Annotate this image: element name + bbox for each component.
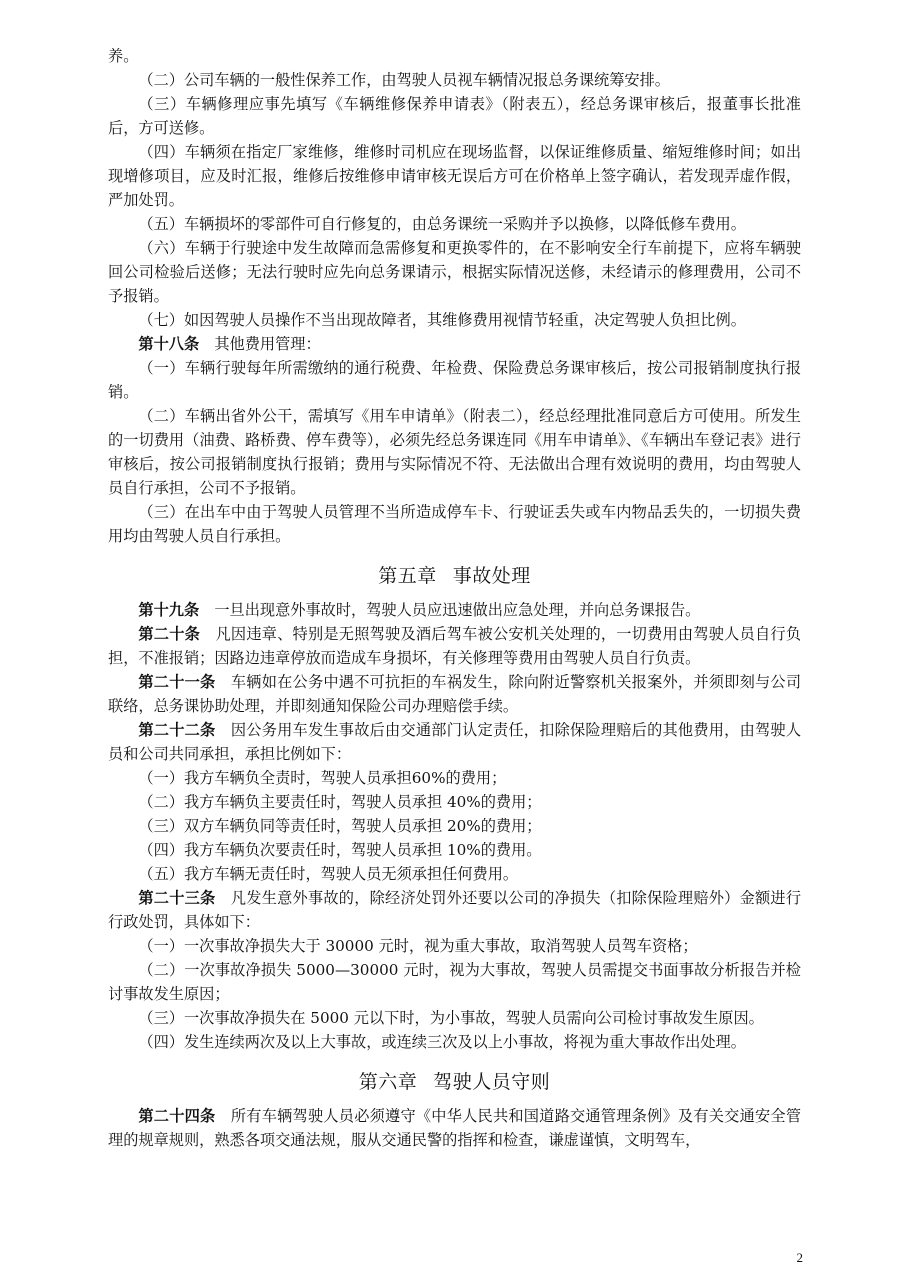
chapter-label: 第五章	[378, 565, 437, 587]
article-label: 第二十条	[138, 625, 201, 643]
article-text: 车辆如在公务中遇不可抗拒的车祸发生，除向附近警察机关报案外，并须即刻与公司联络，总务课协助处理，并即刻通知保险公司办理赔偿手续。	[108, 673, 802, 715]
article-label: 第二十四条	[138, 1107, 216, 1125]
article-text: 其他费用管理：	[214, 335, 321, 353]
article-paragraph	[108, 622, 801, 670]
body-paragraph: （二）车辆出省外公干，需填写《用车申请单》（附表二），经总经理批准同意后方可使用。所发生的一切费用（油费、路桥费、停车费等），必须先经总务课连同《用车申请单》、《车辆出车登记表》进行审核后，按公司报销制度执行报销；费用与实际情况不符、无法做出合理有效说明的费用，均由驾驶人员自行承担，公司不予报销。	[108, 407, 801, 497]
article-text: 凡因违章、特别是无照驾驶及酒后驾车被公安机关处理的，一切费用由驾驶人员自行负担，不准报销；因路边违章停放而造成车身损坏，有关修理等费用由驾驶人员自行负责。	[108, 625, 802, 667]
article-text: 所有车辆驾驶人员必须遵守《中华人民共和国道路交通管理条例》及有关交通安全管理的规章规则，熟悉各项交通法规，服从交通民警的指挥和检查，谦虚谨慎，文明驾车，	[108, 1107, 802, 1149]
body-paragraph: （四）我方车辆负次要责任时，驾驶人员承担 10%的费用。	[138, 841, 542, 859]
article-paragraph	[108, 886, 801, 934]
body-paragraph: （五）我方车辆无责任时，驾驶人员无须承担任何费用。	[138, 865, 519, 883]
article-text: 一旦出现意外事故时，驾驶人员应迅速做出应急处理，并向总务课报告。	[214, 601, 701, 619]
chapter-heading	[108, 562, 801, 590]
article-label: 第二十三条	[138, 889, 216, 907]
body-paragraph: （一）车辆行驶每年所需缴纳的通行税费、年检费、保险费总务课审核后，按公司报销制度执行报销。	[108, 359, 801, 401]
body-paragraph: （六）车辆于行驶途中发生故障而急需修复和更换零件的，在不影响安全行车前提下，应将车辆驶回公司检验后送修；无法行驶时应先向总务课请示，根据实际情况送修，未经请示的修理费用，公司不予报销。	[108, 239, 801, 305]
body-paragraph: （三）在出车中由于驾驶人员管理不当所造成停车卡、行驶证丢失或车内物品丢失的，一切损失费用均由驾驶人员自行承担。	[108, 503, 801, 545]
body-paragraph: 养。	[108, 47, 139, 65]
article-label: 第二十一条	[138, 673, 216, 691]
body-paragraph: （五）车辆损坏的零部件可自行修复的，由总务课统一采购并予以换修，以降低修车费用。	[138, 215, 746, 233]
chapter-title: 事故处理	[452, 565, 531, 587]
article-text: 因公务用车发生事故后由交通部门认定责任，扣除保险理赔后的其他费用，由驾驶人员和公司共同承担，承担比例如下：	[108, 721, 802, 763]
body-paragraph: （三）一次事故净损失在 5000 元以下时，为小事故，驾驶人员需向公司检讨事故发生原因。	[138, 1009, 764, 1027]
body-paragraph: （四）车辆须在指定厂家维修，维修时司机应在现场监督，以保证维修质量、缩短维修时间；如出现增修项目，应及时汇报，维修后按维修申请审核无误后方可在价格单上签字确认，若发现弄虚作假，严加处罚。	[108, 143, 801, 209]
article-paragraph	[108, 670, 801, 718]
chapter-label: 第六章	[358, 1071, 418, 1093]
article-label: 第十九条	[138, 601, 200, 619]
body-paragraph: （二）一次事故净损失 5000—30000 元时，视为大事故，驾驶人员需提交书面事故分析报告并检讨事故发生原因；	[108, 961, 801, 1003]
article-paragraph	[108, 332, 801, 356]
chapter-title: 驾驶人员守则	[433, 1071, 551, 1093]
body-paragraph: （三）双方车辆负同等责任时，驾驶人员承担 20%的费用；	[138, 817, 542, 835]
body-paragraph: （三）车辆修理应事先填写《车辆维修保养申请表》（附表五），经总务课审核后，报董事长批准后，方可送修。	[108, 95, 801, 137]
body-paragraph: （二）我方车辆负主要责任时，驾驶人员承担 40%的费用；	[138, 793, 542, 811]
article-text: 凡发生意外事故的，除经济处罚外还要以公司的净损失（扣除保险理赔外）金额进行行政处罚，具体如下：	[108, 889, 802, 931]
body-paragraph: （四）发生连续两次及以上大事故，或连续三次及以上小事故，将视为重大事故作出处理。	[138, 1033, 746, 1051]
body-paragraph: （七）如因驾驶人员操作不当出现故障者，其维修费用视情节轻重，决定驾驶人负担比例。	[138, 311, 746, 329]
body-paragraph: （二）公司车辆的一般性保养工作，由驾驶人员视车辆情况报总务课统筹安排。	[138, 71, 670, 89]
article-label: 第十八条	[138, 335, 200, 353]
article-paragraph	[108, 718, 801, 766]
document-body	[108, 44, 801, 1152]
article-paragraph	[108, 1104, 801, 1152]
body-paragraph: （一）我方车辆负全责时，驾驶人员承担60%的费用；	[138, 769, 507, 787]
article-paragraph	[108, 598, 801, 622]
page-number: 2	[796, 1250, 803, 1265]
body-paragraph: （一）一次事故净损失大于 30000 元时，视为重大事故，取消驾驶人员驾车资格；	[138, 937, 698, 955]
chapter-heading	[108, 1068, 801, 1096]
article-label: 第二十二条	[138, 721, 216, 739]
